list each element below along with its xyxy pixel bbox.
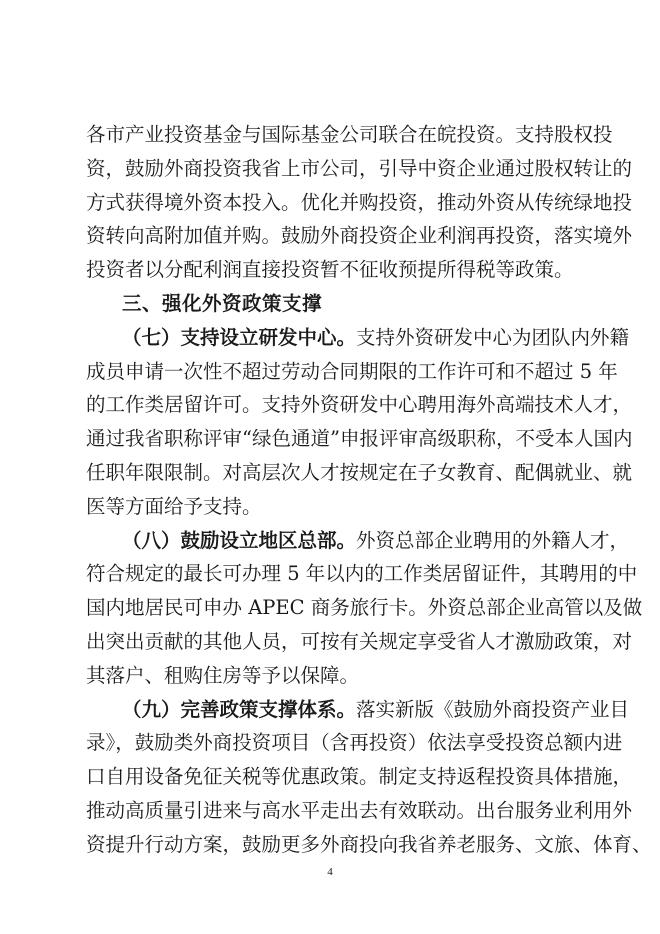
text-line: 符合规定的最长可办理 5 年以内的工作类居留证件，其聘用的中 [86,562,638,586]
text-line: 口自用设备免征关税等优惠政策。制定支持返程投资具体措施， [86,765,633,789]
text-line: 录》，鼓励类外商投资项目（含再投资）依法享受投资总额内进 [86,731,623,755]
item-9-first-line-text: 落实新版《鼓励外商投资产业目 [356,697,630,721]
text-line: 推动高质量引进来与高水平走出去有效联动。出台服务业利用外 [86,798,633,822]
item-8-first-line [86,524,630,558]
item-8-first-line-text: 外资总部企业聘用的外籍人才， [356,528,630,552]
text-line: 医等方面给予支持。 [86,494,262,518]
text-line: 资，鼓励外商投资我省上市公司，引导中资企业通过股权转让的 [86,156,633,180]
body-text [86,118,652,862]
text-line: 资转向高附加值并购。鼓励外商投资企业利润再投资，落实境外 [86,224,633,248]
text-line: 任职年限限制。对高层次人才按规定在子女教育、配偶就业、就 [86,460,633,484]
text-line: 其落户、租购住房等予以保障。 [86,663,360,687]
page-number: 4 [327,866,333,878]
text-line: 资提升行动方案，鼓励更多外商投向我省养老服务、文旅、体育、 [86,832,652,856]
text-line: 国内地居民可申办 APEC 商务旅行卡。外资总部企业高管以及做 [86,596,643,620]
item-7-title: （七）支持设立研发中心。 [122,325,357,349]
section-heading: 三、强化外资政策支撑 [122,291,323,315]
text-line: 投资者以分配利润直接投资暂不征收预提所得税等政策。 [86,258,574,282]
text-line: 成员申请一次性不超过劳动合同期限的工作许可和不超过 5 年 [86,359,618,383]
item-9-first-line [86,693,630,727]
item-8-title: （八）鼓励设立地区总部。 [122,528,357,552]
item-9-title: （九）完善政策支撑体系。 [122,697,357,721]
text-line: 方式获得境外资本投入。优化并购投资，推动外资从传统绿地投 [86,190,633,214]
text-line: 各市产业投资基金与国际基金公司联合在皖投资。支持股权投 [86,123,613,146]
text-line: 的工作类居留许可。支持外资研发中心聘用海外高端技术人才， [86,393,633,417]
item-7-first-line [86,321,630,355]
item-7-first-line-text: 支持外资研发中心为团队内外籍 [356,325,630,349]
text-line: 出突出贡献的其他人员，可按有关规定享受省人才激励政策，对 [86,629,633,653]
text-line: 通过我省职称评审“绿色通道”申报评审高级职称，不受本人国内 [86,427,633,451]
